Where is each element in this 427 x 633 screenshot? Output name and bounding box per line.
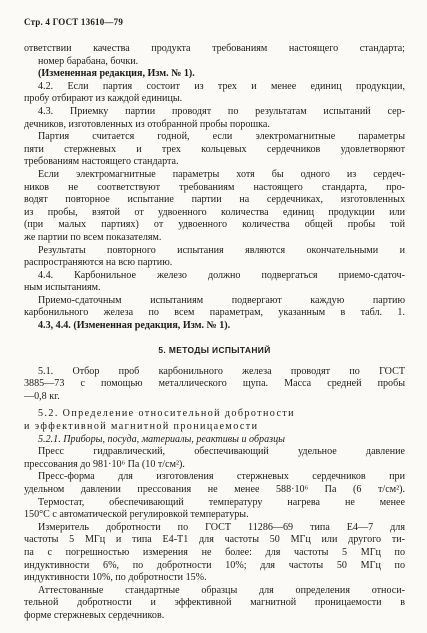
clause-5-2-heading: и эффективной магнитной проницаемости (24, 421, 259, 433)
paragraph-line: Если электромагнитные параметры хотя бы одного из сердеч- (38, 168, 405, 180)
paragraph-line: распространяются на всю партию. (24, 257, 173, 269)
clause-5-2-1-heading: 5.2.1. Приборы, посуда, материалы, реактивы и образцы (38, 433, 285, 445)
paragraph-line: Результаты повторного испытания являются окончательными и (38, 244, 405, 256)
section-title: 5. МЕТОДЫ ИСПЫТАНИЙ (158, 344, 271, 355)
paragraph-line: Аттестованные стандартные образцы для определения относи- (38, 584, 405, 596)
paragraph-line: частоты 5 МГц и типа Е4-Т1 для частоты 50 МГц или другого ти- (24, 534, 405, 546)
amendment-note: (Измененная редакция, Изм. № 1). (38, 68, 195, 80)
paragraph-line: 150°С с автоматической регулировкой температуры. (24, 509, 249, 521)
paragraph-line: па с погрешностью измерения не более: для частоты 5 МГц по (24, 546, 405, 558)
paragraph-line: Пресс гидравлический, обеспечивающий удельное давление (38, 446, 405, 458)
paragraph-line: ников не соответствуют требованиям настоящего стандарта, про- (24, 181, 405, 193)
page-header: Стр. 4 ГОСТ 13610—79 (24, 17, 124, 27)
paragraph-line: водят повторное испытание партии на сердечниках, изготовленных (24, 194, 405, 206)
paragraph-line: Приемо-сдаточным испытаниям подвергают каждую партию (38, 294, 405, 306)
paragraph-line: из пробы, взятой от удвоенного количества единиц продукции или (24, 206, 405, 218)
paragraph-line: Партия считается годной, если электромагнитные параметры (38, 131, 405, 143)
clause-4-4: 4.4. Карбонильное железо должно подвергаться приемо-сдаточ- (38, 269, 405, 281)
paragraph-line: удельном давлении прессования не менее 588·10⁶ Па (6 т/см²). (24, 484, 405, 495)
paragraph-line: требованиям настоящего стандарта. (24, 156, 179, 168)
paragraph-line: индуктивности 10%, по добротности 15%. (24, 572, 207, 584)
paragraph-line: номер барабана, бочки. (38, 55, 139, 67)
paragraph-line: пробу отбирают из каждой единицы. (24, 93, 183, 105)
paragraph-line: пяти стержневых и трех кольцевых сердечников удовлетворяют (24, 143, 405, 155)
paragraph-line: тельной добротности и эффективной магнитной проницаемости в (24, 597, 405, 609)
paragraph-line: 3885—73 с помощью металлического щупа. Масса средней пробы (24, 378, 405, 390)
clause-4-3: 4.3. Приемку партии проводят по результатам испытаний сер- (38, 105, 405, 117)
paragraph-line: карбонильного железа по всем параметрам, указанным в табл. 1. (24, 307, 405, 319)
clause-4-2: 4.2. Если партия состоит из трех и менее единиц продукции, (38, 80, 405, 92)
paragraph-line: —0,8 кг. (24, 390, 60, 402)
paragraph-line: Термостат, обеспечивающий температуру нагрева не менее (38, 496, 405, 508)
paragraph-line: Пресс-форма для изготовления стержневых сердечников при (38, 471, 405, 483)
paragraph-line: форме стержневых сердечников. (24, 609, 165, 621)
paragraph-line: Измеритель добротности по ГОСТ 11286—69 типа Е4—7 для (38, 521, 405, 533)
paragraph-line: же партии по всем показателям. (24, 231, 162, 243)
paragraph-line: дечников, изготовленных из отобранной пробы порошка. (24, 118, 270, 130)
paragraph-line: индуктивности 6%, по добротности 10%; для частоты 50 МГц по (24, 559, 405, 571)
paragraph-line: (при малых партиях) от удвоенного количества общей пробы той (24, 219, 405, 231)
paragraph-line: ответствии качества продукта требованиям настоящего стандарта; (24, 43, 405, 54)
amendment-note: 4.3, 4.4. (Измененная редакция, Изм. № 1). (38, 320, 231, 332)
paragraph-line: ным испытаниям. (24, 282, 101, 294)
clause-5-2-heading: 5.2. Определение относительной добротности (38, 408, 295, 420)
paragraph-line: прессования до 981·10⁶ Па (10 т/см²). (24, 458, 185, 470)
clause-5-1: 5.1. Отбор проб карбонильного железа проводят по ГОСТ (38, 365, 405, 377)
